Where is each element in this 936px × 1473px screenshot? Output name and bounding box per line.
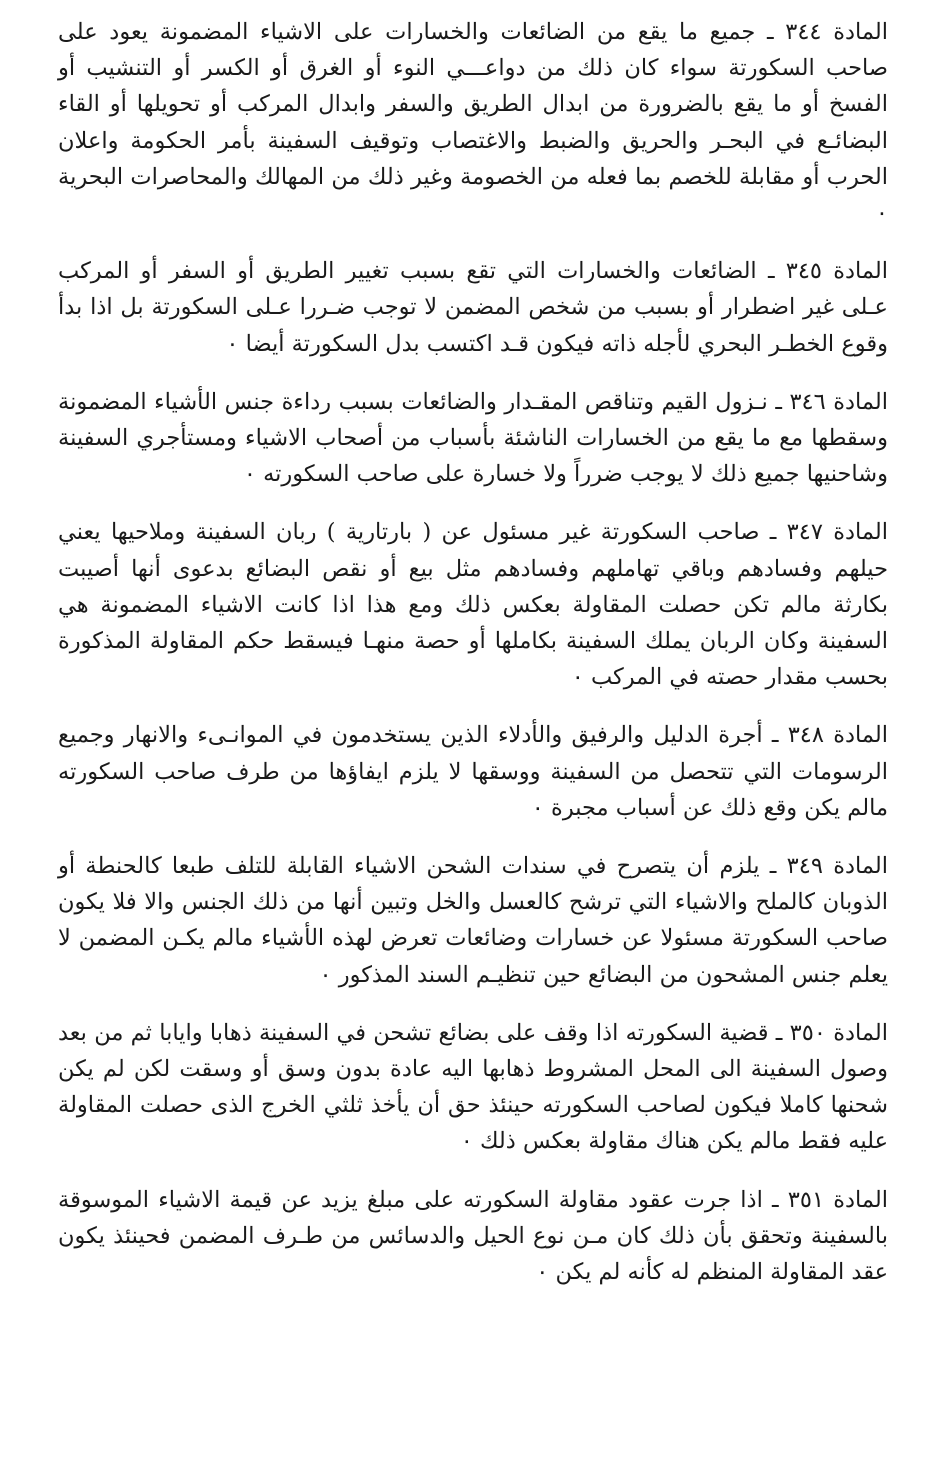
article-348 <box>58 717 888 826</box>
article-349 <box>58 848 888 993</box>
article-body: الضائعات والخسارات التي تقع بسبب تغيير الطريق أو السفر أو المركب عـلى غير اضطرار أو بسبب من شخص المضمن لا توجب ضـررا عـلى السكورتة بل اذا بدأ وقوع الخطـر البحري لأجله ذاته فيكون قـد اكتسب بدل السكورتة أيضا ٠ <box>58 258 888 357</box>
article-heading: المادة ٣٤٦ ـ <box>775 388 889 415</box>
article-heading: المادة ٣٤٤ ـ <box>766 19 888 45</box>
article-347 <box>58 514 888 695</box>
article-heading: المادة ٣٥٠ ـ <box>775 1019 889 1046</box>
article-body: جميع ما يقع من الضائعات والخسارات على الاشياء المضمونة يعود على صاحب السكورتة سواء كان ذلك من دواعـــي النوء أو الغرق أو الكسر أو التنشيب أو الفسخ أو ما يقع بالضرورة من ابدال الطريق والسفر وابدال المركب أو تحويلها أو القاء البضائـع في البحـر والحريق والضبط والاغتصاب وتوقيف السفينة بأمر الحكومة واعلان الحرب أو مقابلة للخصم بما فعله من الخصومة وغير ذلك من المهالك والمحاصرات البحرية ٠ <box>58 19 888 227</box>
article-body: أجرة الدليل والرفيق والأدلاء الذين يستخدمون في الموانـىء والانهار وجميع الرسومات التي تتحصل من السفينة ووسقها لا يلزم ايفاؤها من طرف صاحب السكورته مالم يكن وقع ذلك عن أسباب مجبرة ٠ <box>58 722 888 821</box>
document-page <box>58 14 888 1312</box>
article-345 <box>58 253 888 362</box>
article-heading: المادة ٣٤٨ ـ <box>771 722 888 749</box>
article-body: صاحب السكورتة غير مسئول عن ( بارتارية ) ربان السفينة وملاحيها يعني حيلهم وفسادهم وباقي تهاملهم وفسادهم مثل بيع أو نقص البضائع بدعوى أنها أصيبت بكارثة مالم تكن حصلت المقاولة بعكس ذلك ومع هذا اذا كانت الاشياء المضمونة هي السفينة وكان الربان يملك السفينة بكاملها أو حصة منهـا فيسقط حكم المقاولة المذكورة بحسب مقدار حصته في المركب ٠ <box>58 519 888 691</box>
article-heading: المادة ٣٤٧ ـ <box>769 519 889 546</box>
article-351 <box>58 1182 888 1291</box>
article-body: يلزم أن يتصرح في سندات الشحن الاشياء القابلة للتلف طبعا كالحنطة أو الذوبان كالملح والاشياء التي ترشح كالعسل والخل وتبين أنها من ذلك الجنس والا فلا يكون صاحب السكورتة مسئولا عن خسارات وضائعات تعرض لهذه الأشياء مالم يكـن المضمن لا يعلم جنس المشحون من البضائع حين تنظيـم السند المذكور ٠ <box>58 853 888 988</box>
article-body: نـزول القيم وتناقص المقـدار والضائعات بسبب رداءة جنس الأشياء المضمونة وسقطها مع ما يقع من الخسارات الناشئة بأسباب من أصحاب الاشياء ومستأجري السفينة وشاحنيها جميع ذلك لا يوجب ضرراً ولا خسارة على صاحب السكورته ٠ <box>58 388 888 488</box>
article-body: اذا جرت عقود مقاولة السكورته على مبلغ يزيد عن قيمة الاشياء الموسوقة بالسفينة وتحقق بأن ذلك كان مـن نوع الحيل والدسائس من طـرف المضمن فحينئذ يكون عقد المقاولة المنظم له كأنه لم يكن ٠ <box>58 1186 888 1286</box>
article-heading: المادة ٣٤٥ ـ <box>767 258 889 285</box>
article-body: قضية السكورته اذا وقف على بضائع تشحن في السفينة ذهابا وايابا ثم من بعد وصول السفينة الى المحل المشروط ذهابها اليه عادة بدون وسق أو وسقت لكن لم يكن شحنها كاملا فيكون لصاحب السكورته حينئذ حق أن يأخذ ثلثي الخرج الذى حصلت المقاولة عليه فقط مالم يكن هناك مقاولة بعكس ذلك ٠ <box>58 1019 888 1155</box>
article-350 <box>58 1015 888 1160</box>
article-heading: المادة ٣٥١ ـ <box>772 1186 888 1213</box>
article-346 <box>58 384 888 493</box>
article-heading: المادة ٣٤٩ ـ <box>769 853 888 880</box>
article-344 <box>58 14 888 231</box>
